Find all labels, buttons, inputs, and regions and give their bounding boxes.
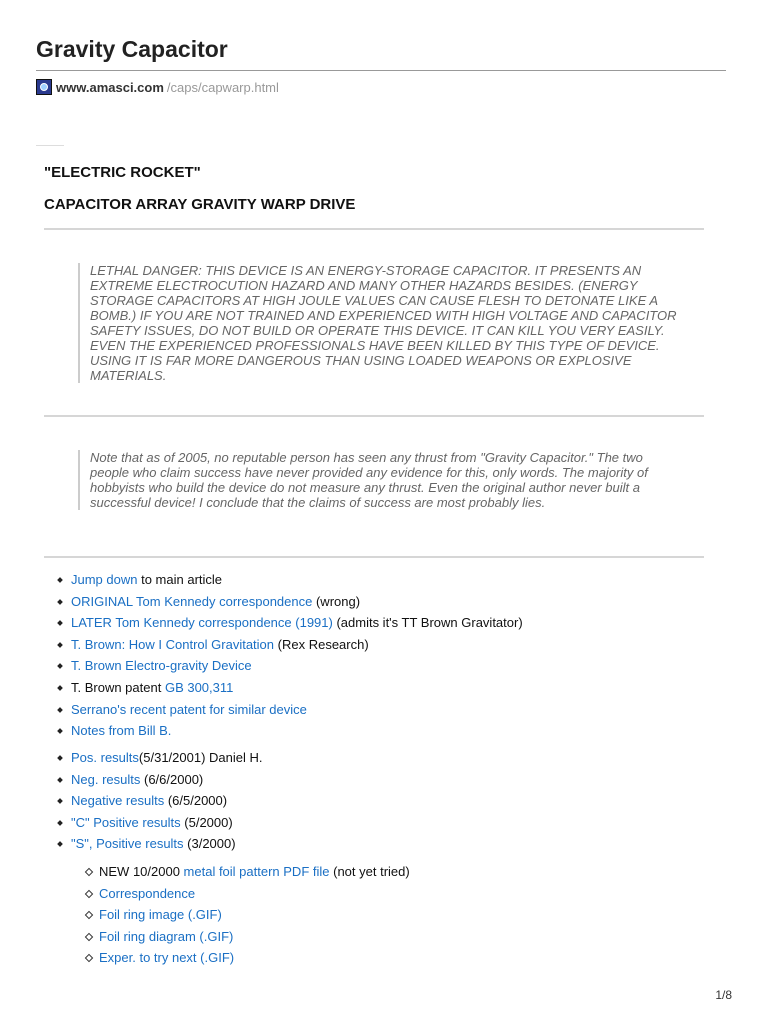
serrano-patent-link[interactable]: Serrano's recent patent for similar device: [71, 701, 307, 717]
original-kennedy-link[interactable]: ORIGINAL Tom Kennedy correspondence: [71, 593, 313, 609]
list-item: Pos. results(5/31/2001) Daniel H.: [56, 747, 263, 769]
foil-ring-diagram-link[interactable]: Foil ring diagram (.GIF): [99, 928, 234, 944]
foil-ring-image-link[interactable]: Foil ring image (.GIF): [99, 907, 222, 923]
page-title: Gravity Capacitor: [36, 36, 228, 62]
source-domain-link[interactable]: www.amasci.com: [56, 79, 164, 95]
divider-3: [44, 556, 704, 558]
exper-next-link[interactable]: Exper. to try next (.GIF): [99, 950, 235, 966]
neg-results-link[interactable]: Neg. results: [71, 771, 141, 787]
list-item: NEW 10/2000 metal foil pattern PDF file (not yet tried): [84, 861, 410, 883]
list-item: [56, 655, 523, 677]
correspondence-link[interactable]: Correspondence: [99, 885, 196, 901]
site-favicon-icon: [36, 79, 52, 95]
brown-gravitation-link[interactable]: T. Brown: How I Control Gravitation: [71, 636, 275, 652]
divider-2: [44, 415, 704, 417]
negative-results-link[interactable]: Negative results: [71, 793, 165, 809]
c-positive-results-link[interactable]: "C" Positive results: [71, 814, 181, 830]
list-item: [84, 947, 410, 969]
list-item: Neg. results (6/6/2000): [56, 769, 263, 791]
brown-patent-link[interactable]: GB 300,311: [164, 679, 234, 695]
note-block: Note that as of 2005, no reputable person has seen any thrust from "Gravity Capacitor." The two people who claim success have never provided any evidence for this, only words. The majority of hobbyists who build the device do not measure any thrust. Even the original author never built a successful device! I conclude that the claims of success are most probably lies.: [78, 450, 680, 510]
list-item: T. Brown patent GB 300,311: [56, 677, 523, 699]
list-item: T. Brown: How I Control Gravitation (Rex Research): [56, 634, 523, 656]
list-item: [84, 904, 410, 926]
title-divider: [36, 70, 726, 71]
list-item: [56, 699, 523, 721]
list-item: Jump down to main article: [56, 569, 523, 591]
source-path: /caps/capwarp.html: [166, 79, 279, 95]
s-positive-results-link[interactable]: "S", Positive results: [71, 836, 184, 852]
jump-down-link[interactable]: Jump down: [71, 572, 138, 587]
list-item: LATER Tom Kennedy correspondence (1991) (admits it's TT Brown Gravitator): [56, 612, 523, 634]
list-item: [56, 720, 523, 742]
main-link-list: [56, 569, 523, 742]
list-item: Negative results (6/5/2000): [56, 790, 263, 812]
page-number: 1/8: [715, 988, 732, 1002]
pos-results-link[interactable]: Pos. results: [71, 750, 139, 765]
list-item: "S", Positive results (3/2000): [56, 833, 263, 855]
warning-block: LETHAL DANGER: THIS DEVICE IS AN ENERGY-STORAGE CAPACITOR. IT PRESENTS AN EXTREME ELECTROCUTION HAZARD AND MANY OTHER HAZARDS BESIDES. (ENERGY STORAGE CAPACITORS AT HIGH JOULE VALUES CAN CAUSE FLESH TO DETONATE LIKE A BOMB.) IF YOU ARE NOT TRAINED AND EXPERIENCED WITH HIGH VOLTAGE AND CAPACITOR SAFETY ISSUES, DO NOT BUILD OR OPERATE THIS DEVICE. IT CAN KILL YOU VERY EASILY. EVEN THE EXPERIENCED PROFESSIONALS HAVE BEEN KILLED BY THIS TYPE OF DEVICE. USING IT IS FAR MORE DANGEROUS THAN USING LOADED WEAPONS OR EXPLOSIVE MATERIALS.: [78, 263, 680, 383]
divider-1: [44, 228, 704, 230]
results-link-list: [56, 747, 263, 855]
short-divider: [36, 145, 64, 146]
brown-device-link[interactable]: T. Brown Electro-gravity Device: [71, 658, 252, 674]
list-item: ORIGINAL Tom Kennedy correspondence (wrong): [56, 591, 523, 613]
list-item: "C" Positive results (5/2000): [56, 812, 263, 834]
list-item: [84, 883, 410, 905]
later-kennedy-link[interactable]: LATER Tom Kennedy correspondence (1991): [71, 615, 333, 631]
heading-warp-drive: CAPACITOR ARRAY GRAVITY WARP DRIVE: [44, 196, 356, 213]
heading-electric-rocket: "ELECTRIC ROCKET": [44, 164, 201, 181]
bill-notes-link[interactable]: Notes from Bill B.: [71, 723, 172, 739]
source-line: [36, 79, 279, 95]
foil-pattern-pdf-link[interactable]: metal foil pattern PDF file: [183, 864, 330, 879]
list-item: [84, 926, 410, 948]
sub-link-list: [84, 861, 410, 969]
